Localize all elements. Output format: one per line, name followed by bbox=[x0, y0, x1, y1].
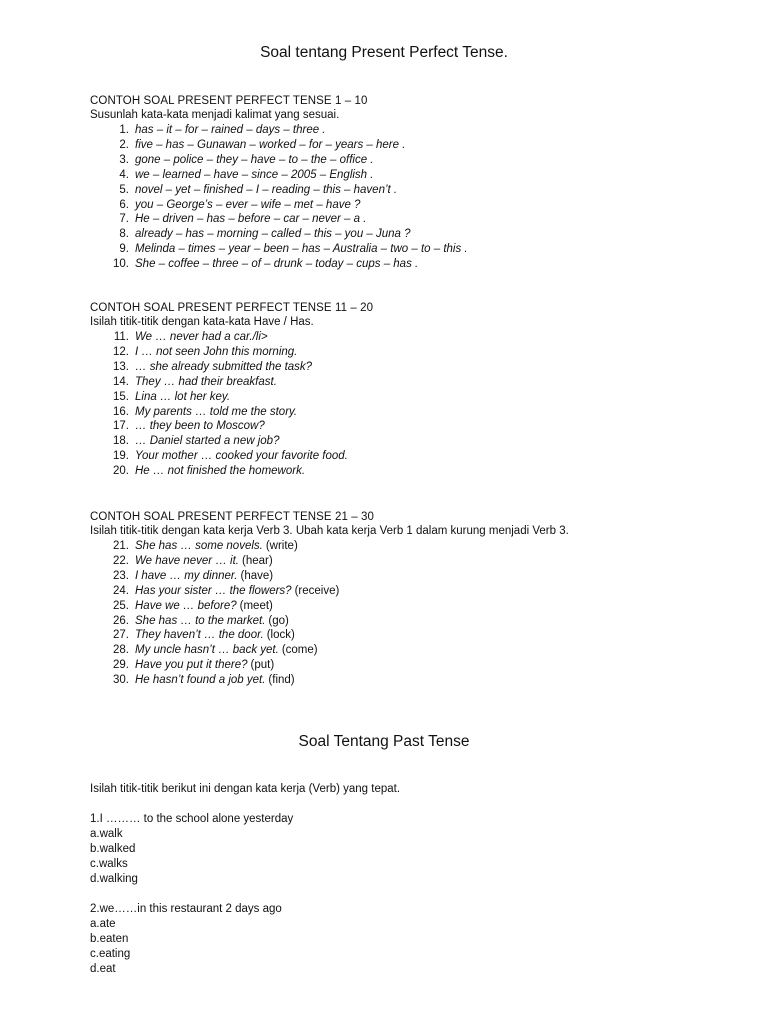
list-item bbox=[90, 375, 730, 390]
item-text: I have … my dinner. bbox=[135, 569, 238, 582]
list-item bbox=[90, 153, 730, 168]
item-number: 5. bbox=[119, 183, 129, 196]
item-text: She has … to the market. bbox=[135, 614, 266, 627]
answer-option: c.walks bbox=[90, 858, 128, 870]
item-text: We have never … it. bbox=[135, 554, 239, 567]
item-number: 11. bbox=[113, 331, 129, 343]
item-number: 2. bbox=[119, 138, 129, 151]
item-number: 30. bbox=[113, 674, 129, 687]
section-heading: CONTOH SOAL PRESENT PERFECT TENSE 1 – 10 bbox=[90, 95, 368, 107]
list-item bbox=[90, 405, 730, 420]
section-heading: CONTOH SOAL PRESENT PERFECT TENSE 11 – 20 bbox=[90, 302, 374, 314]
item-number: 15. bbox=[113, 390, 129, 403]
item-number: 18. bbox=[113, 435, 129, 448]
past-tense-title: Soal Tentang Past Tense bbox=[298, 733, 470, 750]
list-item bbox=[90, 330, 730, 345]
item-text: you – George’s – ever – wife – met – have ? bbox=[135, 198, 361, 211]
section-instruction: Isilah titik-titik dengan kata-kata Have / Has. bbox=[90, 316, 314, 328]
answer-option: d.walking bbox=[90, 873, 138, 885]
item-number: 25. bbox=[113, 599, 129, 612]
list-item bbox=[90, 257, 730, 272]
verb-hint: (have) bbox=[240, 569, 274, 582]
item-number: 21. bbox=[113, 540, 129, 552]
item-text: My uncle hasn’t … back yet. bbox=[135, 644, 279, 657]
item-text: gone – police – they – have – to – the – office . bbox=[135, 153, 374, 166]
item-text: She – coffee – three – of – drunk – today – cups – has . bbox=[135, 258, 419, 271]
item-text: Have you put it there? bbox=[135, 659, 248, 672]
item-number: 28. bbox=[113, 644, 129, 657]
past-tense-section bbox=[90, 782, 730, 977]
item-text: novel – yet – finished – I – reading – this – haven’t . bbox=[135, 183, 398, 196]
question-text: 1.I ……… to the school alone yesterday bbox=[90, 813, 294, 825]
answer-option: c.eating bbox=[90, 948, 131, 960]
item-number: 17. bbox=[113, 420, 129, 433]
list-item bbox=[90, 539, 730, 554]
list-item bbox=[90, 138, 730, 153]
item-text: We … never had a car./li> bbox=[135, 331, 268, 343]
item-number: 9. bbox=[119, 243, 129, 256]
verb-hint: (come) bbox=[281, 644, 318, 657]
verb-hint: (meet) bbox=[239, 599, 273, 612]
item-text: … she already submitted the task? bbox=[135, 360, 313, 373]
item-number: 3. bbox=[119, 153, 129, 166]
list-item bbox=[90, 584, 730, 599]
item-text: five – has – Gunawan – worked – for – years – here . bbox=[135, 138, 406, 151]
item-number: 7. bbox=[119, 213, 129, 226]
item-text: … they been to Moscow? bbox=[135, 420, 265, 433]
verb-hint: (receive) bbox=[294, 584, 340, 597]
item-number: 14. bbox=[113, 375, 129, 388]
list-item bbox=[90, 419, 730, 434]
question-list bbox=[90, 123, 730, 272]
list-item bbox=[90, 464, 730, 479]
item-number: 22. bbox=[113, 554, 129, 567]
item-number: 23. bbox=[113, 569, 129, 582]
list-item bbox=[90, 212, 730, 227]
item-text: Your mother … cooked your favorite food. bbox=[135, 450, 348, 463]
item-number: 12. bbox=[113, 345, 129, 358]
item-text: My parents … told me the story. bbox=[135, 405, 298, 418]
section-heading: CONTOH SOAL PRESENT PERFECT TENSE 21 – 30 bbox=[90, 511, 375, 523]
list-item bbox=[90, 628, 730, 643]
list-item bbox=[90, 227, 730, 242]
list-item bbox=[90, 434, 730, 449]
verb-hint: (write) bbox=[265, 540, 298, 552]
list-item bbox=[90, 390, 730, 405]
item-number: 26. bbox=[113, 614, 129, 627]
page-title: Soal tentang Present Perfect Tense. bbox=[260, 44, 508, 61]
item-text: has – it – for – rained – days – three . bbox=[135, 124, 326, 136]
item-number: 10. bbox=[113, 258, 129, 271]
item-text: She has … some novels. bbox=[135, 540, 263, 552]
section-1 bbox=[90, 94, 730, 272]
list-item bbox=[90, 599, 730, 614]
question-list bbox=[90, 330, 730, 479]
item-number: 8. bbox=[119, 228, 129, 241]
question-text: 2.we……in this restaurant 2 days ago bbox=[90, 903, 282, 915]
section-2 bbox=[90, 301, 730, 479]
answer-option: d.eat bbox=[90, 963, 116, 975]
item-number: 13. bbox=[113, 360, 129, 373]
question-list bbox=[90, 539, 730, 688]
item-number: 1. bbox=[119, 124, 129, 136]
list-item bbox=[90, 183, 730, 198]
item-number: 4. bbox=[119, 168, 129, 181]
list-item bbox=[90, 554, 730, 569]
list-item bbox=[90, 643, 730, 658]
item-number: 24. bbox=[113, 584, 129, 597]
list-item bbox=[90, 673, 730, 688]
item-text: we – learned – have – since – 2005 – English . bbox=[135, 168, 374, 181]
item-text: Lina … lot her key. bbox=[135, 390, 231, 403]
item-text: He – driven – has – before – car – never – a . bbox=[135, 213, 367, 226]
list-item bbox=[90, 658, 730, 673]
list-item bbox=[90, 198, 730, 213]
item-text: He … not finished the homework. bbox=[135, 465, 306, 478]
item-text: already – has – morning – called – this – you – Juna ? bbox=[135, 228, 411, 241]
question-block bbox=[90, 812, 730, 887]
item-text: Has your sister … the flowers? bbox=[135, 584, 292, 597]
item-number: 6. bbox=[119, 198, 129, 211]
item-text: Melinda – times – year – been – has – Australia – two – to – this . bbox=[135, 243, 468, 256]
item-number: 20. bbox=[113, 465, 129, 478]
question-block bbox=[90, 902, 730, 977]
section-instruction: Isilah titik-titik dengan kata kerja Verb 3. Ubah kata kerja Verb 1 dalam kurung menjadi Verb 3. bbox=[90, 525, 569, 537]
verb-hint: (hear) bbox=[241, 554, 273, 567]
answer-option: b.walked bbox=[90, 843, 136, 855]
item-text: He hasn’t found a job yet. bbox=[135, 674, 266, 687]
item-number: 27. bbox=[113, 629, 129, 642]
list-item bbox=[90, 242, 730, 257]
item-text: Have we … before? bbox=[135, 599, 237, 612]
item-number: 19. bbox=[113, 450, 129, 463]
item-text: They … had their breakfast. bbox=[135, 375, 277, 388]
list-item bbox=[90, 614, 730, 629]
section-instruction: Susunlah kata-kata menjadi kalimat yang sesuai. bbox=[90, 109, 340, 121]
list-item bbox=[90, 569, 730, 584]
answer-option: a.ate bbox=[90, 918, 116, 930]
answer-option: a.walk bbox=[90, 828, 123, 840]
verb-hint: (go) bbox=[268, 614, 289, 627]
item-text: They haven’t … the door. bbox=[135, 629, 264, 642]
list-item bbox=[90, 168, 730, 183]
list-item bbox=[90, 123, 730, 138]
item-text: I … not seen John this morning. bbox=[135, 345, 298, 358]
item-number: 16. bbox=[113, 405, 129, 418]
verb-hint: (find) bbox=[268, 674, 295, 687]
list-item bbox=[90, 360, 730, 375]
list-item bbox=[90, 345, 730, 360]
section-3 bbox=[90, 510, 730, 688]
verb-hint: (put) bbox=[250, 659, 275, 672]
verb-hint: (lock) bbox=[266, 629, 295, 642]
answer-option: b.eaten bbox=[90, 933, 129, 945]
item-text: … Daniel started a new job? bbox=[135, 435, 280, 448]
list-item bbox=[90, 449, 730, 464]
past-tense-instruction: Isilah titik-titik berikut ini dengan kata kerja (Verb) yang tepat. bbox=[90, 783, 401, 795]
item-number: 29. bbox=[113, 659, 129, 672]
